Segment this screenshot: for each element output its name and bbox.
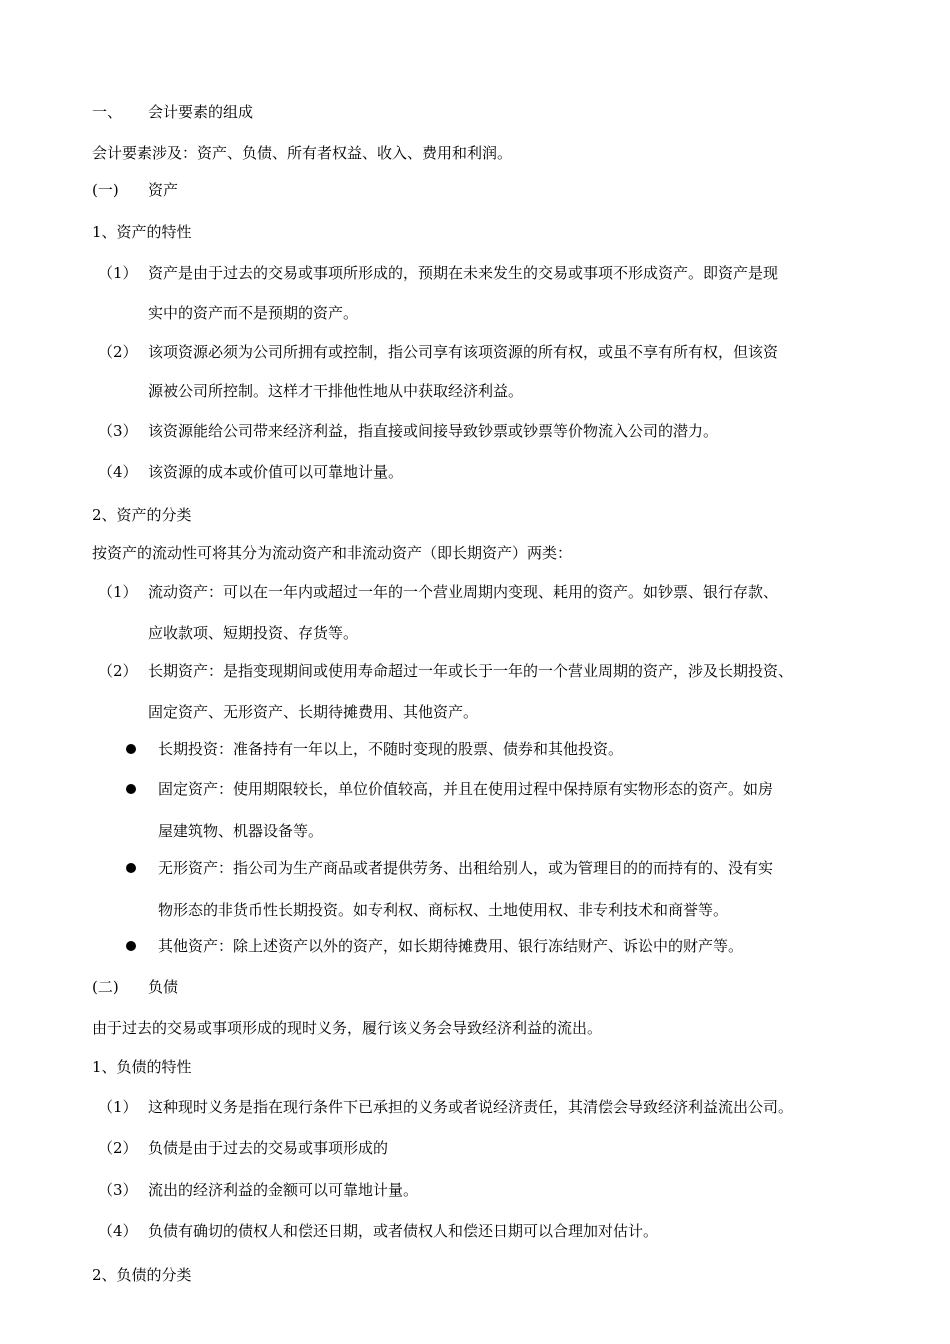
list-item-text: 该资源的成本或价值可以可靠地计量。: [148, 463, 404, 481]
list-number: （1）: [98, 1098, 138, 1116]
bullet-item-text-cont: 屋建筑物、机器设备等。: [158, 822, 324, 840]
list-number: （2）: [98, 343, 138, 361]
bullet-item-text-cont: 物形态的非货币性长期投资。如专利权、商标权、土地使用权、非专利技术和商誉等。: [158, 901, 729, 919]
subsection-number: (一): [92, 181, 119, 199]
list-item-text-cont: 应收款项、短期投资、存货等。: [148, 624, 359, 642]
heading-liability-characteristics: 1、负债的特性: [92, 1058, 192, 1076]
bullet-icon: [126, 941, 136, 951]
list-item-text: 流动资产：可以在一年内或超过一年的一个营业周期内变现、耗用的资产。如钞票、银行存款、: [148, 583, 779, 601]
bullet-icon: [126, 744, 136, 754]
list-item-text: 该项资源必须为公司所拥有或控制，指公司享有该项资源的所有权，或虽不享有所有权，但该资: [148, 343, 779, 361]
list-number: （2）: [98, 662, 138, 680]
subsection-number: (二): [92, 978, 119, 996]
list-number: （3）: [98, 422, 138, 440]
heading-asset-classification: 2、资产的分类: [92, 506, 192, 524]
list-number: （1）: [98, 264, 138, 282]
bullet-icon: [126, 863, 136, 873]
classification-intro: 按资产的流动性可将其分为流动资产和非流动资产（即长期资产）两类：: [92, 544, 573, 562]
list-item-text: 资产是由于过去的交易或事项所形成的，预期在未来发生的交易或事项不形成资产。即资产是现: [148, 264, 779, 282]
subsection-title: 资产: [148, 181, 179, 199]
bullet-item-text: 无形资产：指公司为生产商品或者提供劳务、出租给别人，或为管理目的的而持有的、没有实: [158, 859, 774, 877]
heading-asset-characteristics: 1、资产的特性: [92, 223, 192, 241]
intro-paragraph: 会计要素涉及：资产、负债、所有者权益、收入、费用和利润。: [92, 144, 513, 162]
list-item-text-cont: 实中的资产而不是预期的资产。: [148, 304, 359, 322]
list-item-text: 负债有确切的债权人和偿还日期，或者债权人和偿还日期可以合理加对估计。: [148, 1222, 659, 1240]
subsection-title: 负债: [148, 978, 179, 996]
bullet-item-text: 固定资产：使用期限较长，单位价值较高，并且在使用过程中保持原有实物形态的资产。如房: [158, 780, 774, 798]
list-item-text-cont: 固定资产、无形资产、长期待摊费用、其他资产。: [148, 703, 479, 721]
list-item-text: 这种现时义务是指在现行条件下已承担的义务或者说经济责任，其清偿会导致经济利益流出公司。: [148, 1098, 794, 1116]
list-number: （4）: [98, 463, 138, 481]
list-number: （2）: [98, 1139, 138, 1157]
list-item-text: 流出的经济利益的金额可以可靠地计量。: [148, 1181, 419, 1199]
list-item-text: 长期资产：是指变现期间或使用寿命超过一年或长于一年的一个营业周期的资产，涉及长期投资、: [148, 662, 794, 680]
section-title: 会计要素的组成: [148, 103, 254, 121]
list-number: （4）: [98, 1222, 138, 1240]
list-item-text-cont: 源被公司所控制。这样才干排他性地从中获取经济利益。: [148, 382, 524, 400]
list-item-text: 该资源能给公司带来经济利益，指直接或间接导致钞票或钞票等价物流入公司的潜力。: [148, 422, 719, 440]
list-number: （3）: [98, 1181, 138, 1199]
liability-intro: 由于过去的交易或事项形成的现时义务，履行该义务会导致经济利益的流出。: [92, 1019, 603, 1037]
bullet-item-text: 长期投资：准备持有一年以上，不随时变现的股票、债券和其他投资。: [158, 740, 624, 758]
heading-liability-classification: 2、负债的分类: [92, 1266, 192, 1284]
bullet-icon: [126, 784, 136, 794]
bullet-item-text: 其他资产：除上述资产以外的资产，如长期待摊费用、银行冻结财产、诉讼中的财产等。: [158, 937, 744, 955]
list-number: （1）: [98, 583, 138, 601]
section-number: 一、: [92, 103, 123, 121]
list-item-text: 负债是由于过去的交易或事项形成的: [148, 1139, 389, 1157]
